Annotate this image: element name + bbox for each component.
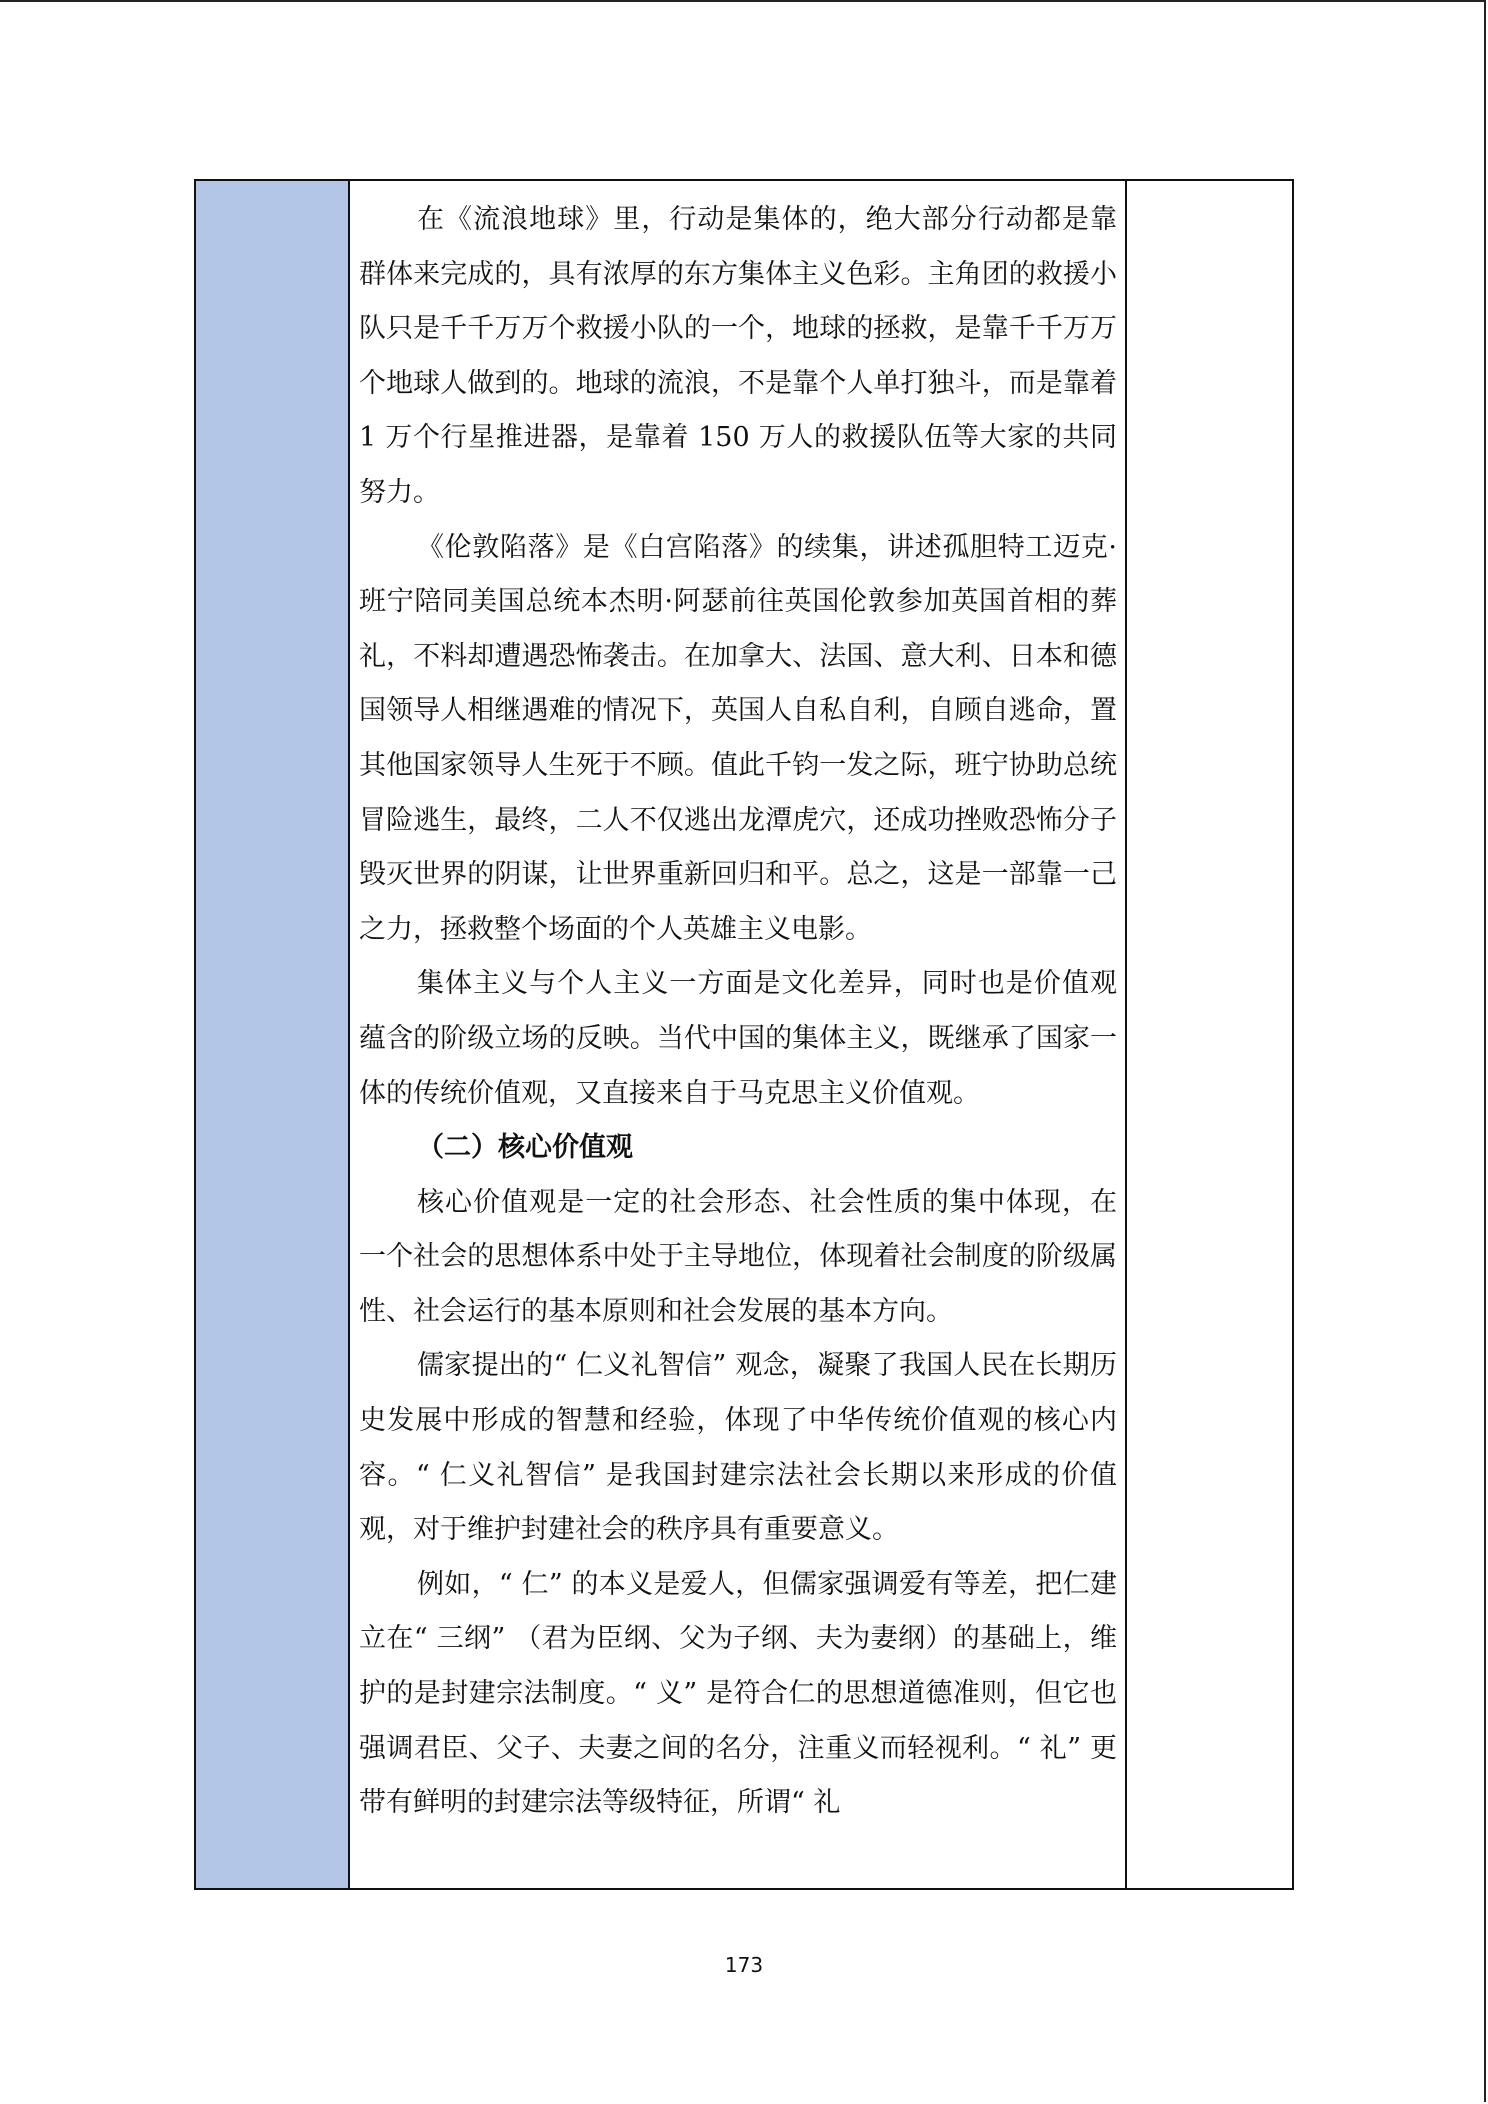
table-right-column (1127, 181, 1292, 1888)
table-left-column (196, 181, 350, 1888)
section-heading: （二）核心价值观 (417, 1132, 633, 1164)
paragraph: 儒家提出的“ 仁义礼智信” 观念，凝聚了我国人民在长期历史发展中形成的智慧和经验，体现了中华传统价值观的核心内容。“ 仁义礼智信” 是我国封建宗法社会长期以来形成的价值观，对于维护封建社会的秩序具有重要意义。 (359, 1350, 1117, 1546)
paragraph: 核心价值观是一定的社会形态、社会性质的集中体现，在一个社会的思想体系中处于主导地位，体现着社会制度的阶级属性、社会运行的基本原则和社会发展的基本方向。 (359, 1186, 1117, 1327)
paragraph: 在《流浪地球》里，行动是集体的，绝大部分行动都是靠群体来完成的，具有浓厚的东方集体主义色彩。主角团的救援小队只是千千万万个救援小队的一个，地球的拯救，是靠千千万万个地球人做到的。地球的流浪，不是靠个人单打独斗，而是靠着 1 万个行星推进器，是靠着 150 万人的救援队伍等大家的共同努力。 (359, 204, 1117, 508)
paragraph: 例如，“ 仁” 的本义是爱人，但儒家强调爱有等差，把仁建立在“ 三纲” （君为臣纲、父为子纲、夫为妻纲）的基础上，维护的是封建宗法制度。“ 义” 是符合仁的思想道德准则，但它也强调君臣、父子、夫妻之间的名分，注重义而轻视利。“ 礼” 更带有鲜明的封建宗法等级特征，所谓“ 礼 (359, 1568, 1117, 1819)
table-main-column (350, 181, 1127, 1888)
content-table (194, 179, 1294, 1890)
page-number: 173 (724, 1953, 764, 1977)
paragraph: 《伦敦陷落》是《白宫陷落》的续集，讲述孤胆特工迈克·班宁陪同美国总统本杰明·阿瑟前往英国伦敦参加英国首相的葬礼，不料却遭遇恐怖袭击。在加拿大、法国、意大利、日本和德国领导人相继遇难的情况下，英国人自私自利，自顾自逃命，置其他国家领导人生死于不顾。值此千钧一发之际，班宁协助总统冒险逃生，最终，二人不仅逃出龙潭虎穴，还成功挫败恐怖分子毁灭世界的阴谋，让世界重新回归和平。总之，这是一部靠一己之力，拯救整个场面的个人英雄主义电影。 (359, 531, 1117, 945)
paragraph: 集体主义与个人主义一方面是文化差异，同时也是价值观蕴含的阶级立场的反映。当代中国的集体主义，既继承了国家一体的传统价值观，又直接来自于马克思主义价值观。 (359, 968, 1117, 1109)
